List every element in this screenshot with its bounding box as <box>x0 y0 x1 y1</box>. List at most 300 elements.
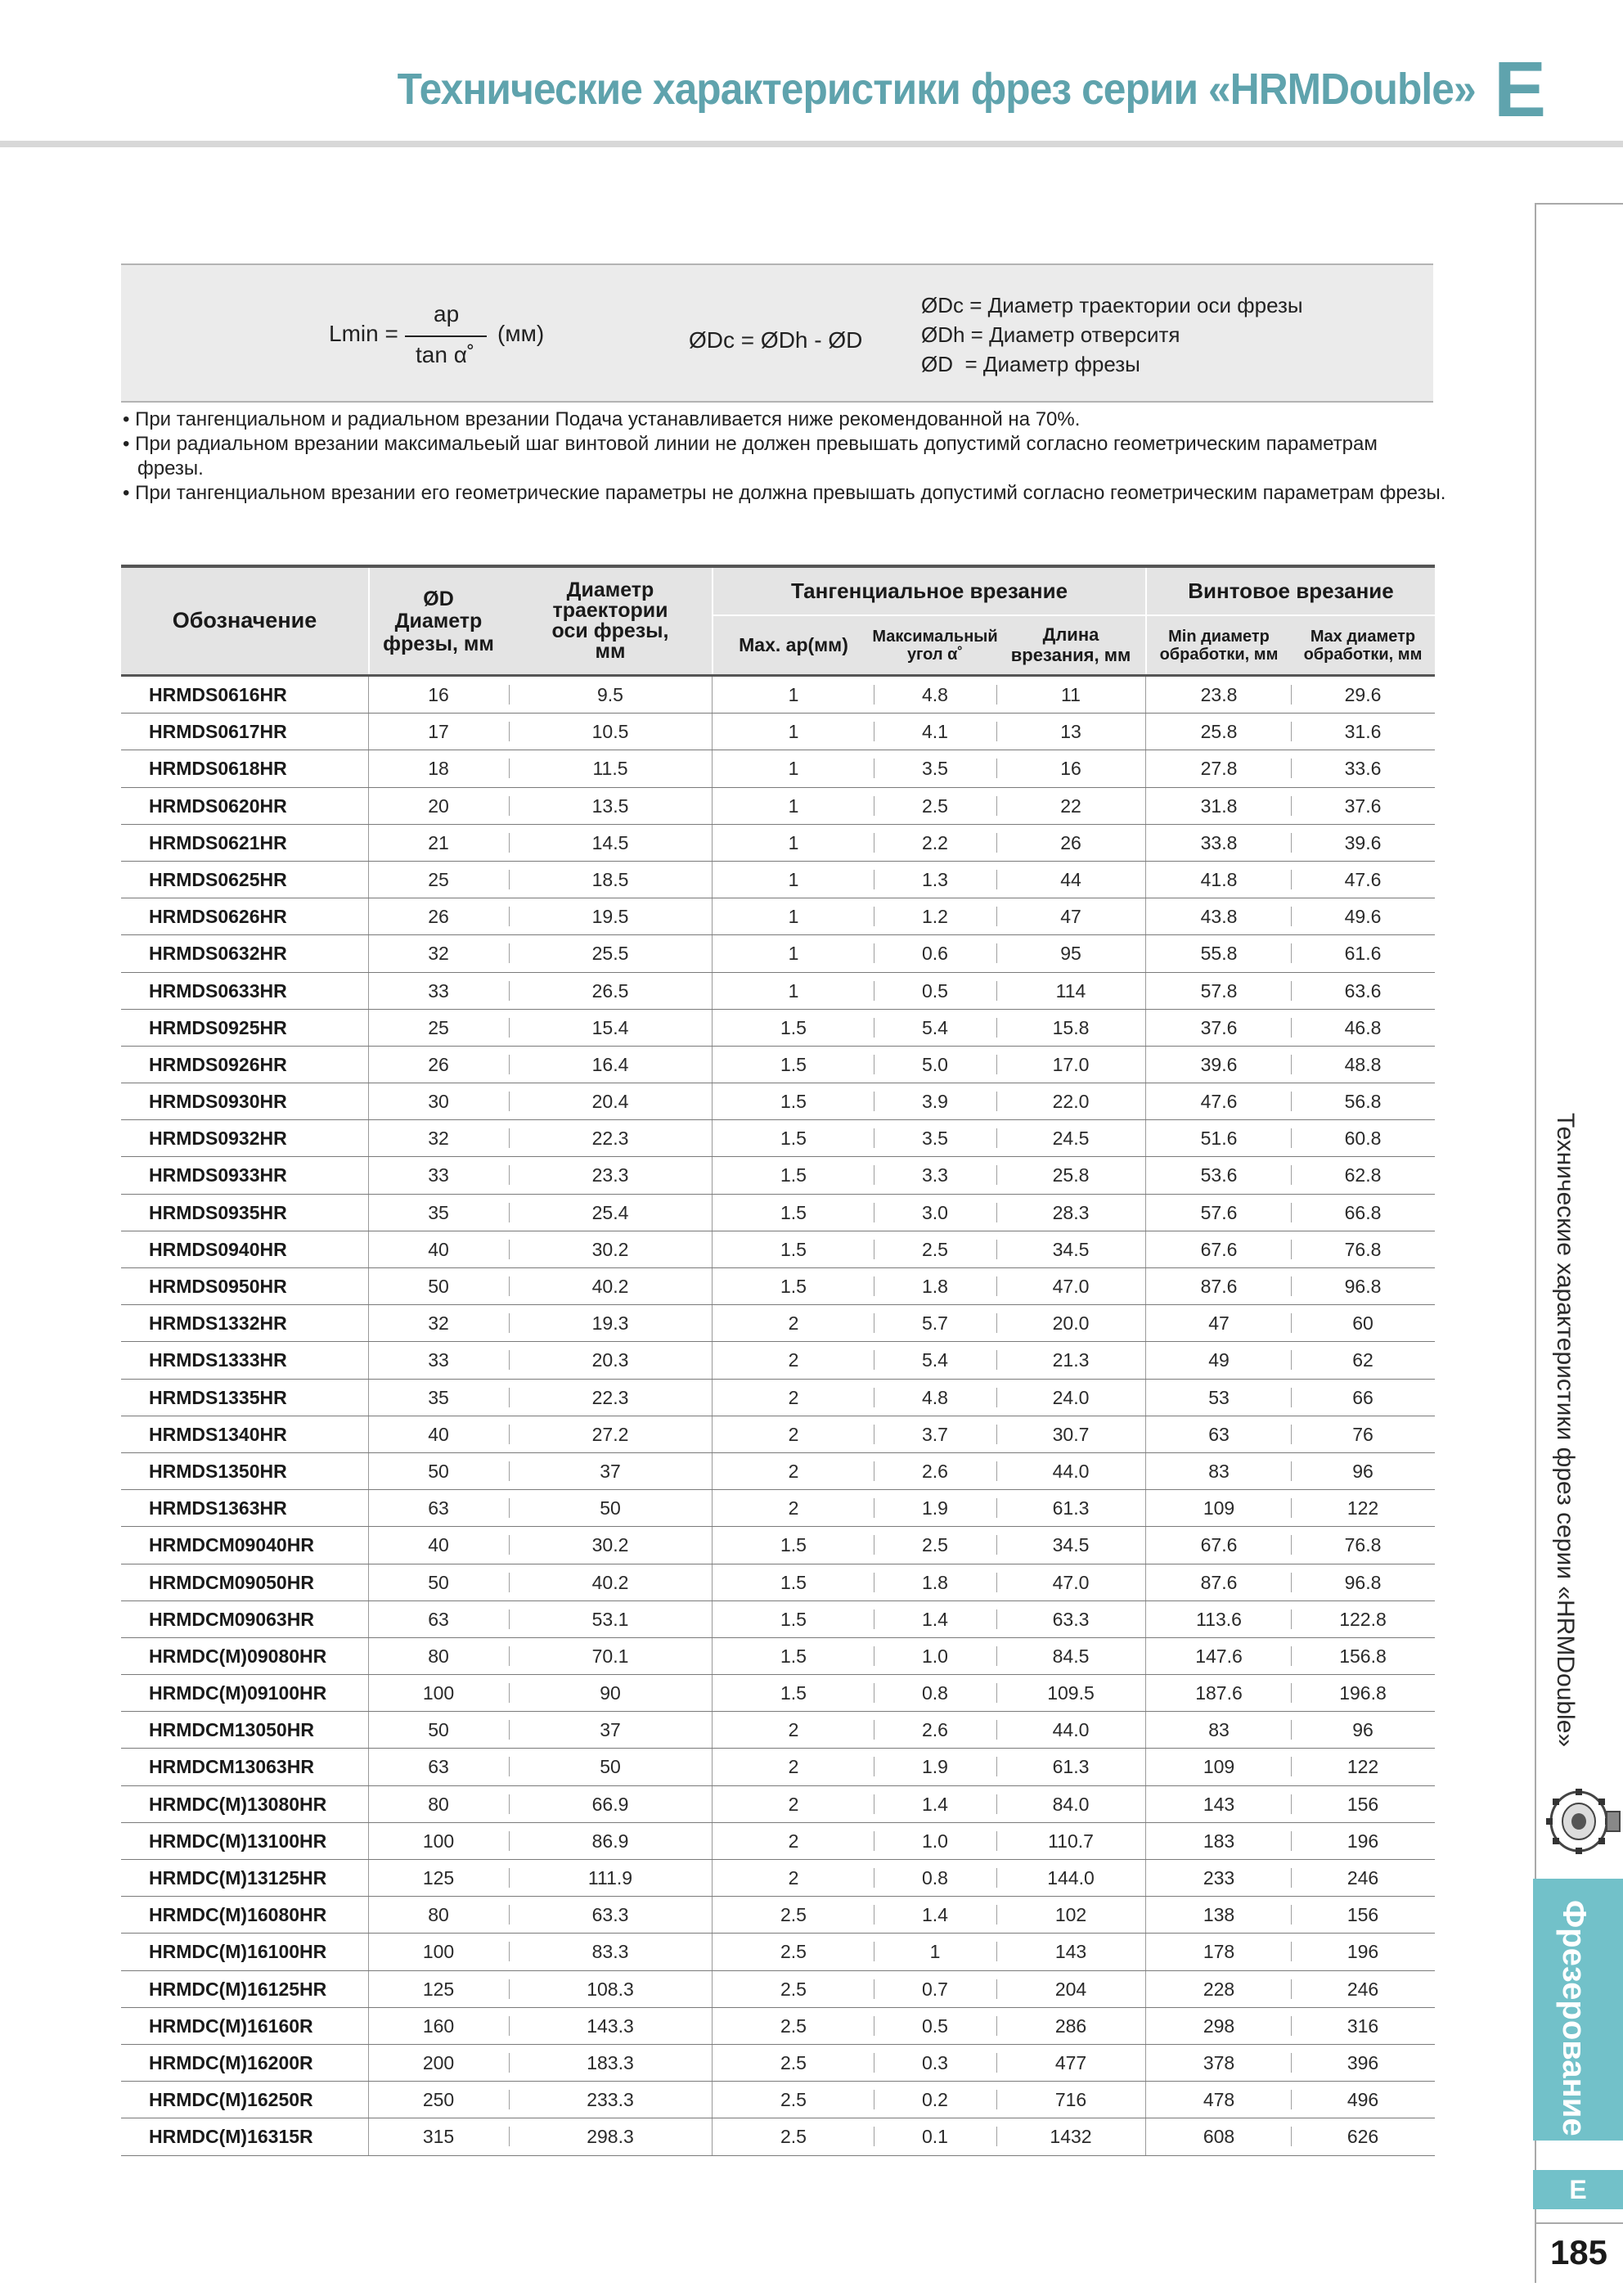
table-cell: 17.0 <box>1052 1053 1090 1075</box>
cell-divider <box>509 1350 510 1370</box>
table-cell: 60 <box>1352 1312 1373 1335</box>
cell-divider <box>996 1720 997 1740</box>
table-cell: 100 <box>422 1941 455 1963</box>
table-row <box>121 862 1435 898</box>
table-cell: 3.7 <box>922 1423 948 1445</box>
cell-divider <box>1291 1313 1292 1333</box>
table-cell: 25.8 <box>1052 1164 1090 1186</box>
cell-divider <box>1291 1646 1292 1666</box>
cell-divider <box>509 2090 510 2109</box>
table-cell: 33 <box>428 1164 449 1186</box>
designation-cell: HRMDS0625HR <box>149 868 287 890</box>
cell-divider <box>996 1498 997 1518</box>
cell-divider <box>509 1203 510 1222</box>
table-cell: 34.5 <box>1052 1238 1090 1260</box>
table-row <box>121 1934 1435 1970</box>
table-cell: 83 <box>1208 1719 1230 1741</box>
cell-divider <box>1291 796 1292 816</box>
designation-cell: HRMDC(M)13080HR <box>149 1793 327 1815</box>
table-cell: 1.8 <box>922 1571 948 1593</box>
table-cell: 1.8 <box>922 1276 948 1297</box>
table-cell: 477 <box>1054 2051 1087 2073</box>
cell-divider <box>1291 1905 1292 1925</box>
table-row <box>121 1490 1435 1527</box>
table-cell: 608 <box>1203 2126 1235 2148</box>
table-cell: 66.8 <box>1344 1201 1382 1223</box>
table-cell: 17 <box>428 721 449 743</box>
cell-divider <box>996 1128 997 1148</box>
table-cell: 22.3 <box>591 1386 629 1408</box>
cell-divider <box>1291 1683 1292 1703</box>
table-cell: 0.6 <box>922 943 948 965</box>
table-cell: 3.5 <box>922 1128 948 1150</box>
table-cell: 26 <box>428 906 449 928</box>
cell-divider <box>509 1573 510 1592</box>
cell-divider <box>996 796 997 816</box>
table-cell: 26.5 <box>591 979 629 1002</box>
table-cell: 2.5 <box>922 1534 948 1556</box>
table-cell: 5.0 <box>922 1053 948 1075</box>
cell-divider <box>996 1646 997 1666</box>
table-cell: 1.5 <box>780 1645 807 1667</box>
table-cell: 25.4 <box>591 1201 629 1223</box>
table-row <box>121 1010 1435 1047</box>
table-cell: 26 <box>428 1053 449 1075</box>
cell-divider <box>996 1350 997 1370</box>
table-cell: 67.6 <box>1200 1238 1238 1260</box>
table-cell: 2 <box>788 1386 799 1408</box>
designation-cell: HRMDCM09040HR <box>149 1534 314 1556</box>
table-cell: 2.5 <box>780 1941 807 1963</box>
table-row <box>121 1749 1435 1785</box>
table-cell: 143.3 <box>587 2015 634 2037</box>
table-cell: 478 <box>1203 2089 1235 2111</box>
cell-divider <box>1291 1165 1292 1185</box>
designation-cell: HRMDC(M)16100HR <box>149 1941 327 1963</box>
cell-divider <box>509 1979 510 1999</box>
table-row <box>121 1971 1435 2008</box>
table-cell: 22 <box>1060 795 1081 817</box>
designation-cell: HRMDC(M)09080HR <box>149 1645 327 1667</box>
table-cell: 196 <box>1347 1941 1379 1963</box>
designation-cell: HRMDS0633HR <box>149 979 287 1002</box>
table-cell: 109.5 <box>1047 1682 1095 1704</box>
designation-cell: HRMDCM13063HR <box>149 1756 314 1778</box>
cell-divider <box>509 722 510 741</box>
table-cell: 53 <box>1208 1386 1230 1408</box>
table-cell: 113.6 <box>1196 1608 1242 1630</box>
cell-divider <box>996 943 997 963</box>
table-cell: 32 <box>428 1312 449 1335</box>
cell-divider <box>509 1018 510 1038</box>
cell-divider <box>509 1092 510 1111</box>
cell-divider <box>509 1055 510 1074</box>
designation-cell: HRMDS1350HR <box>149 1460 287 1482</box>
table-cell: 109 <box>1203 1756 1235 1778</box>
table-cell: 122 <box>1347 1497 1379 1519</box>
table-cell: 1.2 <box>922 906 948 928</box>
table-cell: 47.0 <box>1052 1571 1090 1593</box>
table-cell: 24.0 <box>1052 1386 1090 1408</box>
cell-divider <box>1291 759 1292 778</box>
cell-divider <box>996 1683 997 1703</box>
table-row <box>121 750 1435 787</box>
cell-divider <box>996 1425 997 1444</box>
table-cell: 23.8 <box>1200 684 1238 705</box>
table-cell: 47.0 <box>1052 1276 1090 1297</box>
table-cell: 246 <box>1347 1978 1379 2000</box>
table-cell: 144.0 <box>1047 1867 1095 1889</box>
table-cell: 56.8 <box>1344 1091 1382 1113</box>
table-cell: 16 <box>1060 758 1081 780</box>
table-cell: 70.1 <box>591 1645 629 1667</box>
table-cell: 32 <box>428 943 449 965</box>
table-cell: 20.4 <box>591 1091 629 1113</box>
table-cell: 44.0 <box>1052 1460 1090 1482</box>
designation-cell: HRMDS1335HR <box>149 1386 287 1408</box>
cell-divider <box>1291 2016 1292 2036</box>
cell-divider <box>1291 1831 1292 1851</box>
cell-divider <box>509 1720 510 1740</box>
table-cell: 19.5 <box>591 906 629 928</box>
table-cell: 1.4 <box>922 1608 948 1630</box>
table-cell: 2.5 <box>780 2126 807 2148</box>
cell-divider <box>1291 1794 1292 1814</box>
designation-cell: HRMDC(M)16250R <box>149 2089 313 2111</box>
table-cell: 15.8 <box>1052 1016 1090 1038</box>
cell-divider <box>509 907 510 926</box>
table-cell: 1 <box>788 868 799 890</box>
designation-cell: HRMDS1332HR <box>149 1312 287 1335</box>
cell-divider <box>996 833 997 853</box>
table-cell: 63.6 <box>1344 979 1382 1002</box>
table-row <box>121 1564 1435 1601</box>
section-letter: E <box>1494 46 1547 133</box>
group-helical: Винтовое врезание <box>1188 579 1394 604</box>
legend-dh: ØDh = Диаметр отверситя <box>921 322 1180 347</box>
table-cell: 2.5 <box>780 2051 807 2073</box>
cell-divider <box>996 685 997 705</box>
table-cell: 396 <box>1347 2051 1379 2073</box>
table-cell: 2 <box>788 1867 799 1889</box>
cell-divider <box>996 2090 997 2109</box>
table-cell: 378 <box>1203 2051 1235 2073</box>
designation-cell: HRMDC(M)13125HR <box>149 1867 327 1889</box>
table-cell: 40 <box>428 1423 449 1445</box>
table-cell: 26 <box>1060 831 1081 853</box>
table-cell: 37.6 <box>1200 1016 1238 1038</box>
table-cell: 100 <box>422 1830 455 1852</box>
table-cell: 27.2 <box>591 1423 629 1445</box>
lmin-label: Lmin = <box>329 321 398 346</box>
cell-divider <box>509 943 510 963</box>
table-cell: 47.6 <box>1200 1091 1238 1113</box>
table-cell: 67.6 <box>1200 1534 1238 1556</box>
cell-divider <box>1291 981 1292 1001</box>
cell-divider <box>1291 1535 1292 1555</box>
table-cell: 19.3 <box>591 1312 629 1335</box>
cell-divider <box>1291 1128 1292 1148</box>
table-cell: 96 <box>1352 1719 1373 1741</box>
table-cell: 84.0 <box>1052 1793 1090 1815</box>
table-cell: 0.8 <box>922 1682 948 1704</box>
table-row <box>121 1157 1435 1194</box>
formula-numerator: ap <box>434 301 460 326</box>
cell-divider <box>996 1313 997 1333</box>
designation-cell: HRMDS0621HR <box>149 831 287 853</box>
cell-divider <box>996 1461 997 1481</box>
table-cell: 33 <box>428 979 449 1002</box>
cell-divider <box>1291 1979 1292 1999</box>
table-cell: 1432 <box>1050 2126 1092 2148</box>
designation-cell: HRMDC(M)16200R <box>149 2051 313 2073</box>
table-cell: 286 <box>1054 2015 1087 2037</box>
cell-divider <box>1291 833 1292 853</box>
table-cell: 62 <box>1352 1349 1373 1371</box>
table-cell: 32 <box>428 1128 449 1150</box>
table-cell: 57.8 <box>1200 979 1238 1002</box>
table-row <box>121 1305 1435 1342</box>
cell-divider <box>509 1276 510 1296</box>
table-row <box>121 935 1435 972</box>
table-cell: 1 <box>788 831 799 853</box>
table-cell: 1 <box>929 1941 941 1963</box>
specs-table <box>121 565 1435 2156</box>
cell-divider <box>996 1092 997 1111</box>
designation-cell: HRMDS0626HR <box>149 906 287 928</box>
table-cell: 13.5 <box>591 795 629 817</box>
table-cell: 43.8 <box>1200 906 1238 928</box>
table-cell: 626 <box>1347 2126 1379 2148</box>
table-cell: 90 <box>600 1682 621 1704</box>
cell-divider <box>1291 685 1292 705</box>
table-cell: 49.6 <box>1344 906 1382 928</box>
legend-d: ØD = Диаметр фрезы <box>921 352 1140 376</box>
table-cell: 44 <box>1060 868 1081 890</box>
designation-cell: HRMDS1363HR <box>149 1497 287 1519</box>
note-item: • При радиальном врезании максимальеый шаг винтовой линии не должен превышать допустимй согласно геометрическим параметрам фрезы. <box>123 432 1448 481</box>
table-cell: 1.9 <box>922 1756 948 1778</box>
cell-divider <box>996 1794 997 1814</box>
cell-divider <box>509 2127 510 2146</box>
table-cell: 55.8 <box>1200 943 1238 965</box>
designation-cell: HRMDCM09050HR <box>149 1571 314 1593</box>
cell-divider <box>509 1461 510 1481</box>
table-row <box>121 1342 1435 1379</box>
table-row <box>121 677 1435 714</box>
dc-formula: ØDc = ØDh - ØD <box>689 327 863 353</box>
table-cell: 11.5 <box>592 758 628 780</box>
table-cell: 63 <box>428 1756 449 1778</box>
table-cell: 2.5 <box>780 2015 807 2037</box>
page-title: Технические характеристики фрез серии «HRMDouble» <box>397 65 1476 114</box>
table-row <box>121 2008 1435 2045</box>
cell-divider <box>1291 1018 1292 1038</box>
table-cell: 1.9 <box>922 1497 948 1519</box>
table-cell: 2.2 <box>922 831 948 853</box>
table-cell: 1.3 <box>922 868 948 890</box>
table-cell: 24.5 <box>1052 1128 1090 1150</box>
cell-divider <box>996 1979 997 1999</box>
cell-divider <box>996 1535 997 1555</box>
table-cell: 250 <box>422 2089 455 2111</box>
cell-divider <box>996 1831 997 1851</box>
table-cell: 63 <box>428 1608 449 1630</box>
table-cell: 316 <box>1347 2015 1379 2037</box>
designation-cell: HRMDCM09063HR <box>149 1608 314 1630</box>
cell-divider <box>996 1055 997 1074</box>
table-cell: 57.6 <box>1200 1201 1238 1223</box>
note-item: • При тангенциальном врезании его геометрические параметры не должна превышать допустимй согласно геометрическим параметрам фрезы. <box>123 481 1448 506</box>
table-row <box>121 1786 1435 1823</box>
designation-cell: HRMDC(M)16080HR <box>149 1904 327 1926</box>
table-cell: 35 <box>428 1201 449 1223</box>
cell-divider <box>1291 1461 1292 1481</box>
table-cell: 16.4 <box>591 1053 629 1075</box>
table-cell: 1.5 <box>780 1128 807 1150</box>
col-designation: Обозначение <box>172 608 317 633</box>
cell-divider <box>509 2053 510 2073</box>
col-min-d: Min диаметр обработки, мм <box>1159 627 1279 664</box>
table-cell: 196 <box>1347 1830 1379 1852</box>
table-cell: 298.3 <box>587 2126 634 2148</box>
table-cell: 187.6 <box>1195 1682 1243 1704</box>
table-row <box>121 1268 1435 1305</box>
table-cell: 48.8 <box>1344 1053 1382 1075</box>
table-row <box>121 1897 1435 1934</box>
table-cell: 20.3 <box>591 1349 629 1371</box>
table-cell: 122 <box>1347 1756 1379 1778</box>
cell-divider <box>1291 1757 1292 1776</box>
table-cell: 5.4 <box>922 1016 948 1038</box>
cell-divider <box>1291 1092 1292 1111</box>
designation-cell: HRMDS1333HR <box>149 1349 287 1371</box>
cell-divider <box>509 1240 510 1259</box>
table-cell: 298 <box>1203 2015 1235 2037</box>
section-tab-letter: E <box>1533 2170 1623 2209</box>
table-cell: 246 <box>1347 1867 1379 1889</box>
table-cell: 3.0 <box>922 1201 948 1223</box>
table-cell: 66 <box>1352 1386 1373 1408</box>
table-cell: 30.7 <box>1052 1423 1090 1445</box>
cell-divider <box>509 1313 510 1333</box>
cell-divider <box>996 759 997 778</box>
designation-cell: HRMDC(M)16315R <box>149 2126 313 2148</box>
table-cell: 2.5 <box>780 1978 807 2000</box>
cell-divider <box>509 1868 510 1888</box>
cell-divider <box>996 1573 997 1592</box>
table-cell: 2 <box>788 1719 799 1741</box>
cell-divider <box>509 1905 510 1925</box>
cell-divider <box>509 759 510 778</box>
table-cell: 233.3 <box>587 2089 634 2111</box>
table-cell: 200 <box>422 2051 455 2073</box>
table-cell: 30 <box>428 1091 449 1113</box>
cell-divider <box>509 1683 510 1703</box>
table-cell: 86.9 <box>591 1830 629 1852</box>
table-cell: 76 <box>1352 1423 1373 1445</box>
cell-divider <box>996 981 997 1001</box>
cell-divider <box>509 796 510 816</box>
table-cell: 125 <box>422 1867 455 1889</box>
table-cell: 2 <box>788 1349 799 1371</box>
table-cell: 63.3 <box>591 1904 629 1926</box>
table-row <box>121 1120 1435 1157</box>
table-cell: 110.7 <box>1048 1830 1094 1852</box>
table-cell: 49 <box>1208 1349 1230 1371</box>
designation-cell: HRMDC(M)13100HR <box>149 1830 327 1852</box>
designation-cell: HRMDS0616HR <box>149 684 287 705</box>
table-cell: 87.6 <box>1200 1571 1238 1593</box>
cell-divider <box>1291 1276 1292 1296</box>
table-cell: 233 <box>1203 1867 1235 1889</box>
designation-cell: HRMDC(M)16160R <box>149 2015 313 2037</box>
cell-divider <box>1291 1498 1292 1518</box>
table-row <box>121 2045 1435 2082</box>
table-cell: 87.6 <box>1200 1276 1238 1297</box>
page-number: 185 <box>1535 2222 1623 2281</box>
table-cell: 0.5 <box>922 979 948 1002</box>
cell-divider <box>509 1535 510 1555</box>
table-cell: 0.8 <box>922 1867 948 1889</box>
table-cell: 95 <box>1060 943 1081 965</box>
table-cell: 66.9 <box>591 1793 629 1815</box>
table-row <box>121 1823 1435 1860</box>
table-cell: 102 <box>1054 1904 1087 1926</box>
table-cell: 47 <box>1208 1312 1230 1335</box>
table-cell: 1 <box>788 979 799 1002</box>
table-header <box>121 565 1435 677</box>
formula-unit: (мм) <box>497 321 545 346</box>
cell-divider <box>996 1018 997 1038</box>
table-cell: 122.8 <box>1339 1608 1387 1630</box>
cell-divider <box>996 2053 997 2073</box>
table-row <box>121 1195 1435 1231</box>
table-cell: 138 <box>1203 1904 1235 1926</box>
table-cell: 47 <box>1060 906 1081 928</box>
table-cell: 1.5 <box>780 1238 807 1260</box>
table-cell: 4.1 <box>922 721 948 743</box>
table-cell: 1 <box>788 943 799 965</box>
table-cell: 18.5 <box>591 868 629 890</box>
legend-dc: ØDc = Диаметр траектории оси фрезы <box>921 293 1303 317</box>
table-row <box>121 1047 1435 1083</box>
header-rule <box>0 141 1623 147</box>
cell-divider <box>1291 1942 1292 1961</box>
table-cell: 2.6 <box>922 1719 948 1741</box>
designation-cell: HRMDS0925HR <box>149 1016 287 1038</box>
table-cell: 50 <box>428 1571 449 1593</box>
cell-divider <box>1291 870 1292 889</box>
table-row <box>121 714 1435 750</box>
table-cell: 143 <box>1203 1793 1235 1815</box>
cell-divider <box>509 1609 510 1629</box>
cell-divider <box>1291 1868 1292 1888</box>
cell-divider <box>996 2016 997 2036</box>
cell-divider <box>996 1203 997 1222</box>
table-cell: 40.2 <box>591 1571 629 1593</box>
table-cell: 3.5 <box>922 758 948 780</box>
table-cell: 22.0 <box>1052 1091 1090 1113</box>
formula-denominator: tan α˚ <box>416 342 475 367</box>
table-cell: 62.8 <box>1344 1164 1382 1186</box>
table-cell: 1.5 <box>780 1016 807 1038</box>
cell-divider <box>996 1609 997 1629</box>
table-cell: 2 <box>788 1497 799 1519</box>
table-cell: 20 <box>428 795 449 817</box>
table-cell: 10.5 <box>591 721 629 743</box>
table-cell: 63 <box>428 1497 449 1519</box>
